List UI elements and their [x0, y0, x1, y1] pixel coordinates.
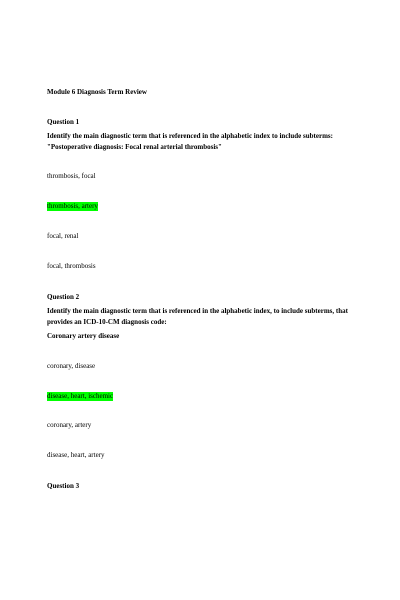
question-2-option-2-highlighted: disease, heart, ischemic: [47, 392, 114, 400]
question-1-option-1: thrombosis, focal: [47, 172, 96, 180]
question-2-heading: Question 2: [47, 293, 80, 301]
question-1-heading: Question 1: [47, 118, 80, 126]
question-2-option-4: disease, heart, artery: [47, 451, 105, 459]
document-title: Module 6 Diagnosis Term Review: [47, 88, 147, 96]
question-1-prompt: Identify the main diagnostic term that is referenced in the alphabetic index to include subterms: "Postoperative diagnosis: Focal renal arterial thrombosis": [47, 132, 333, 151]
question-2-option-1: coronary, disease: [47, 362, 96, 370]
question-1-option-3: focal, renal: [47, 232, 79, 240]
question-2-prompt: Identify the main diagnostic term that is referenced in the alphabetic index, to include subterms, that provides an ICD-10-CM diagnosis code:: [47, 307, 348, 326]
question-3-heading: Question 3: [47, 482, 80, 490]
question-2-option-3: coronary, artery: [47, 421, 92, 429]
question-1-option-4: focal, thrombosis: [47, 262, 96, 270]
question-2-subprompt: Coronary artery disease: [47, 332, 120, 340]
question-1-option-2-highlighted: thrombosis, artery: [47, 202, 98, 210]
